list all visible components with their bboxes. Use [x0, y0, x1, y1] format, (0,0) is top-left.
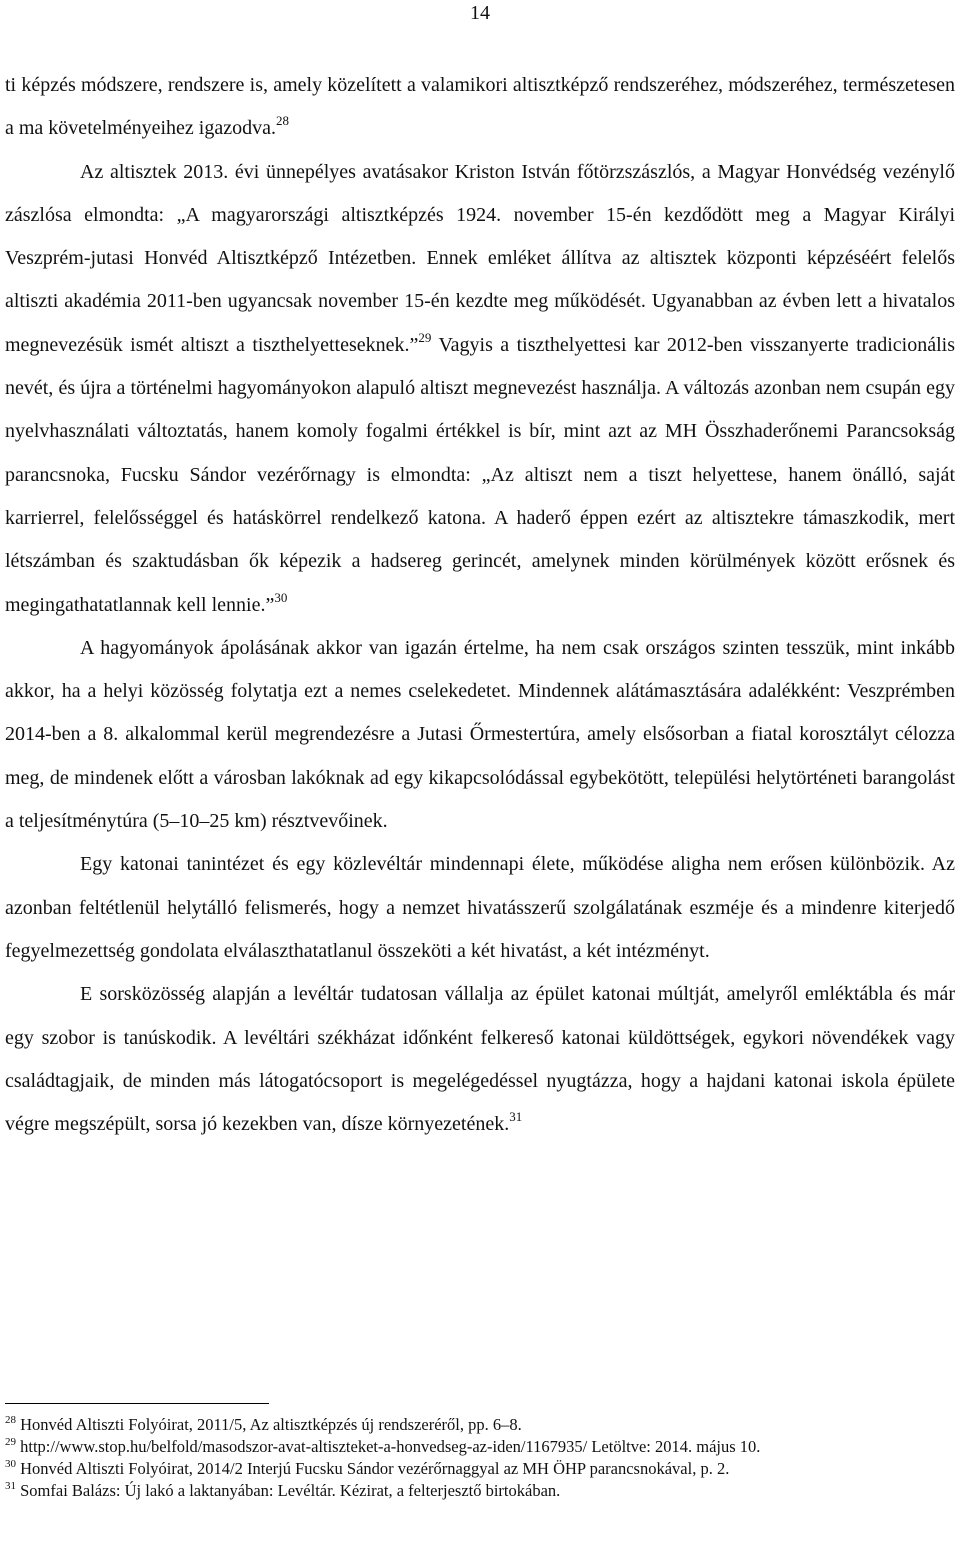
footnote [5, 1436, 955, 1458]
footnote-number: 29 [5, 1436, 16, 1448]
footnote-number: 31 [5, 1480, 16, 1492]
paragraph [5, 64, 955, 151]
paragraph [5, 151, 955, 627]
footnote-separator [5, 1403, 269, 1404]
paragraph [5, 843, 955, 973]
footnote-text: Somfai Balázs: Új lakó a laktanyában: Levéltár. Kézirat, a felterjesztő birtokában. [20, 1481, 561, 1500]
footnotes [5, 1414, 955, 1502]
footnote-ref: 28 [276, 113, 289, 129]
page-number: 14 [470, 2, 490, 24]
footnote-text: Honvéd Altiszti Folyóirat, 2014/2 Interjú Fucsku Sándor vezérőrnaggyal az MH ÖHP parancsnokával, p. 2. [20, 1459, 730, 1478]
footnote-number: 30 [5, 1458, 16, 1470]
footnote-text: Honvéd Altiszti Folyóirat, 2011/5, Az altisztképzés új rendszeréről, pp. 6–8. [20, 1415, 522, 1434]
footnote-ref: 29 [418, 329, 432, 345]
footnote-ref: 31 [509, 1109, 523, 1125]
paragraph-text: E sorsközösség alapján a levéltár tudatosan vállalja az épület katonai múltját, amelyről emléktábla és már egy szobor is tanúskodik. A levéltári székházat időnként felkereső katonai küldöttségek, egykori növendékek vagy családtagjaik, de minden más látogatócsoport is megelégedéssel nyugtázza, hogy a hajdani katonai iskola épülete végre megszépült, sorsa jó kezekben van, dísze környezetének. [5, 983, 955, 1136]
paragraph-text: A hagyományok ápolásának akkor van igazán értelme, ha nem csak országos szinten tesszük, mint inkább akkor, ha a helyi közösség folytatja ezt a nemes cselekedetet. Mindennek alátámasztására adalékként: Veszprémben 2014-ben a 8. alkalommal kerül megrendezésre a Jutasi Őrmestertúra, amely elsősorban a fiatal korosztályt célozza meg, de mindenek előtt a városban lakóknak ad egy kikapcsolódással egybekötött, települési helytörténeti barangolást a teljesítménytúra (5–10–25 km) résztvevőinek. [5, 636, 955, 833]
paragraph-text: Vagyis a tiszthelyettesi kar 2012-ben visszanyerte tradicionális nevét, és újra a történelmi hagyományokon alapuló altiszt megnevezést használja. A változás azonban nem csupán egy nyelvhasználati változtatás, hanem komoly fogalmi értékkel is bír, mint azt az MH Összhaderőnemi Parancsokság parancsnoka, Fucsku Sándor vezérőrnagy is elmondta: „Az altiszt nem a tiszt helyettese, hanem önálló, saját karrierrel, felelősséggel és hatáskörrel rendelkező katona. A haderő éppen ezért az altisztekre támaszkodik, mert létszámban és szaktudásban ők képezik a hadsereg gerincét, amelynek minden körülmények között erősnek és megingathatatlannak kell lennie.” [5, 333, 955, 616]
paragraph-text: Az altisztek 2013. évi ünnepélyes avatásakor Kriston István főtörzszászlós, a Magyar Honvédség vezénylő zászlósa elmondta: „A magyarországi altisztképzés 1924. november 15-én kezdődött meg a Magyar Királyi Veszprém-jutasi Honvéd Altisztképző Intézetben. Ennek emléket állítva az altisztek központi képzéséért felelős altiszti akadémia 2011-ben ugyancsak november 15-én kezdte meg működését. Ugyanabban az évben lett a hivatalos megnevezésük ismét altiszt a tiszthelyetteseknek.” [5, 160, 955, 356]
footnote-number: 28 [5, 1414, 16, 1426]
footnote [5, 1414, 955, 1436]
footnote [5, 1480, 955, 1502]
footnote-ref: 30 [274, 589, 288, 605]
footnote [5, 1458, 955, 1480]
paragraph [5, 627, 955, 843]
paragraph [5, 973, 955, 1146]
paragraph-text: Egy katonai tanintézet és egy közlevéltár mindennapi élete, működése aligha nem erősen különbözik. Az azonban feltétlenül helytálló felismerés, hogy a nemzet hivatásszerű szolgálatának eszméje és a mindenre kiterjedő fegyelmezettség gondolata elválaszthatatlanul összeköti a két hivatást, a két intézményt. [5, 853, 955, 962]
footnote-text: http://www.stop.hu/belfold/masodszor-avat-altiszteket-a-honvedseg-az-iden/1167935/ Letöltve: 2014. május 10. [20, 1437, 761, 1456]
paragraph-text: ti képzés módszere, rendszere is, amely közelített a valamikori altisztképző rendszeréhez, módszeréhez, természetesen a ma követelményeihez igazodva. [5, 74, 955, 140]
body-text [5, 64, 955, 1146]
